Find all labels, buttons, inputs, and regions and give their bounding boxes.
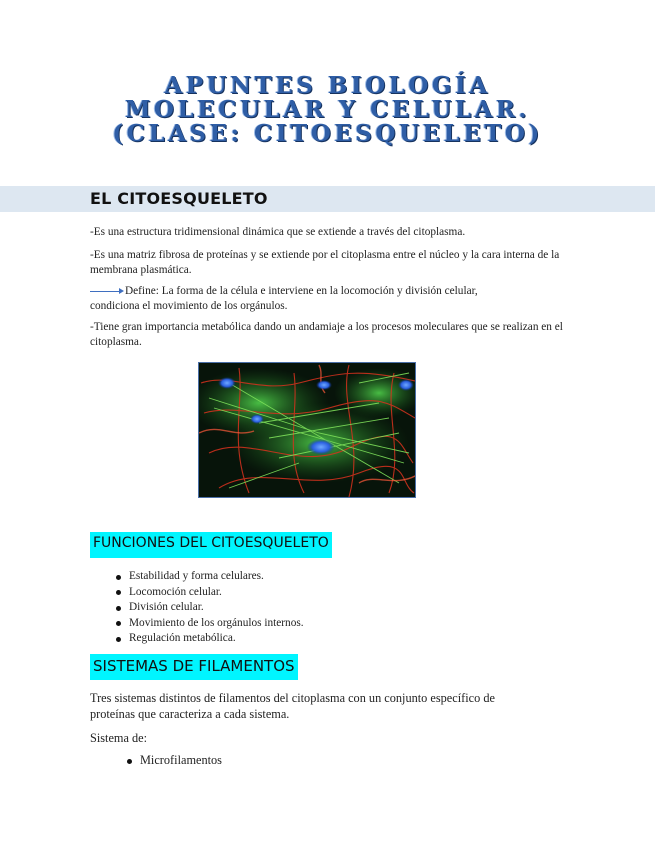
- arrow-icon: [90, 291, 120, 292]
- bullet-icon: [116, 606, 121, 611]
- title-line-2: MOLECULAR Y CELULAR.: [124, 96, 531, 123]
- paragraph-2: -Es una matriz fibrosa de proteínas y se extiende por el citoplasma entre el núcleo y la cara interna de la membrana plasmática.: [90, 249, 560, 276]
- paragraph-3: [90, 284, 565, 314]
- document-title: [0, 74, 655, 146]
- bullet-icon: [116, 621, 121, 626]
- section-heading-sistemas: SISTEMAS DE FILAMENTOS: [90, 654, 298, 680]
- list-item: Locomoción celular.: [113, 585, 304, 601]
- list-item: Estabilidad y forma celulares.: [113, 569, 304, 585]
- paragraph-3-line-1: Define: La forma de la célula e interviene en la locomoción y división celular,: [125, 285, 478, 297]
- cell-micrograph-image: [198, 362, 416, 498]
- title-line-1: APUNTES BIOLOGÍA: [164, 72, 491, 99]
- bullet-icon: [127, 759, 132, 764]
- paragraph-4: -Tiene gran importancia metabólica dando un andamiaje a los procesos moleculares que se realizan en el citoplasma.: [90, 321, 563, 348]
- sistemas-paragraph: Tres sistemas distintos de filamentos del citoplasma con un conjunto específico de proteínas que caracteriza a cada sistema.: [90, 691, 495, 721]
- sistema-de-label: Sistema de:: [90, 731, 148, 745]
- bullet-icon: [116, 590, 121, 595]
- list-item: Movimiento de los orgánulos internos.: [113, 616, 304, 632]
- bullet-icon: [116, 637, 121, 642]
- funciones-list: [113, 569, 304, 647]
- list-item: Regulación metabólica.: [113, 631, 304, 647]
- list-item: División celular.: [113, 600, 304, 616]
- bullet-icon: [116, 575, 121, 580]
- paragraph-1: -Es una estructura tridimensional dinámica que se extiende a través del citoplasma.: [90, 226, 466, 238]
- list-item: Microfilamentos: [124, 753, 222, 769]
- section-heading-citoesqueleto: EL CITOESQUELETO: [90, 189, 268, 208]
- title-line-3: (CLASE: CITOESQUELETO): [112, 120, 543, 147]
- sistemas-list: [124, 753, 222, 769]
- section-heading-funciones: FUNCIONES DEL CITOESQUELETO: [90, 532, 332, 558]
- paragraph-3-line-2: condiciona el movimiento de los orgánulos.: [90, 300, 288, 312]
